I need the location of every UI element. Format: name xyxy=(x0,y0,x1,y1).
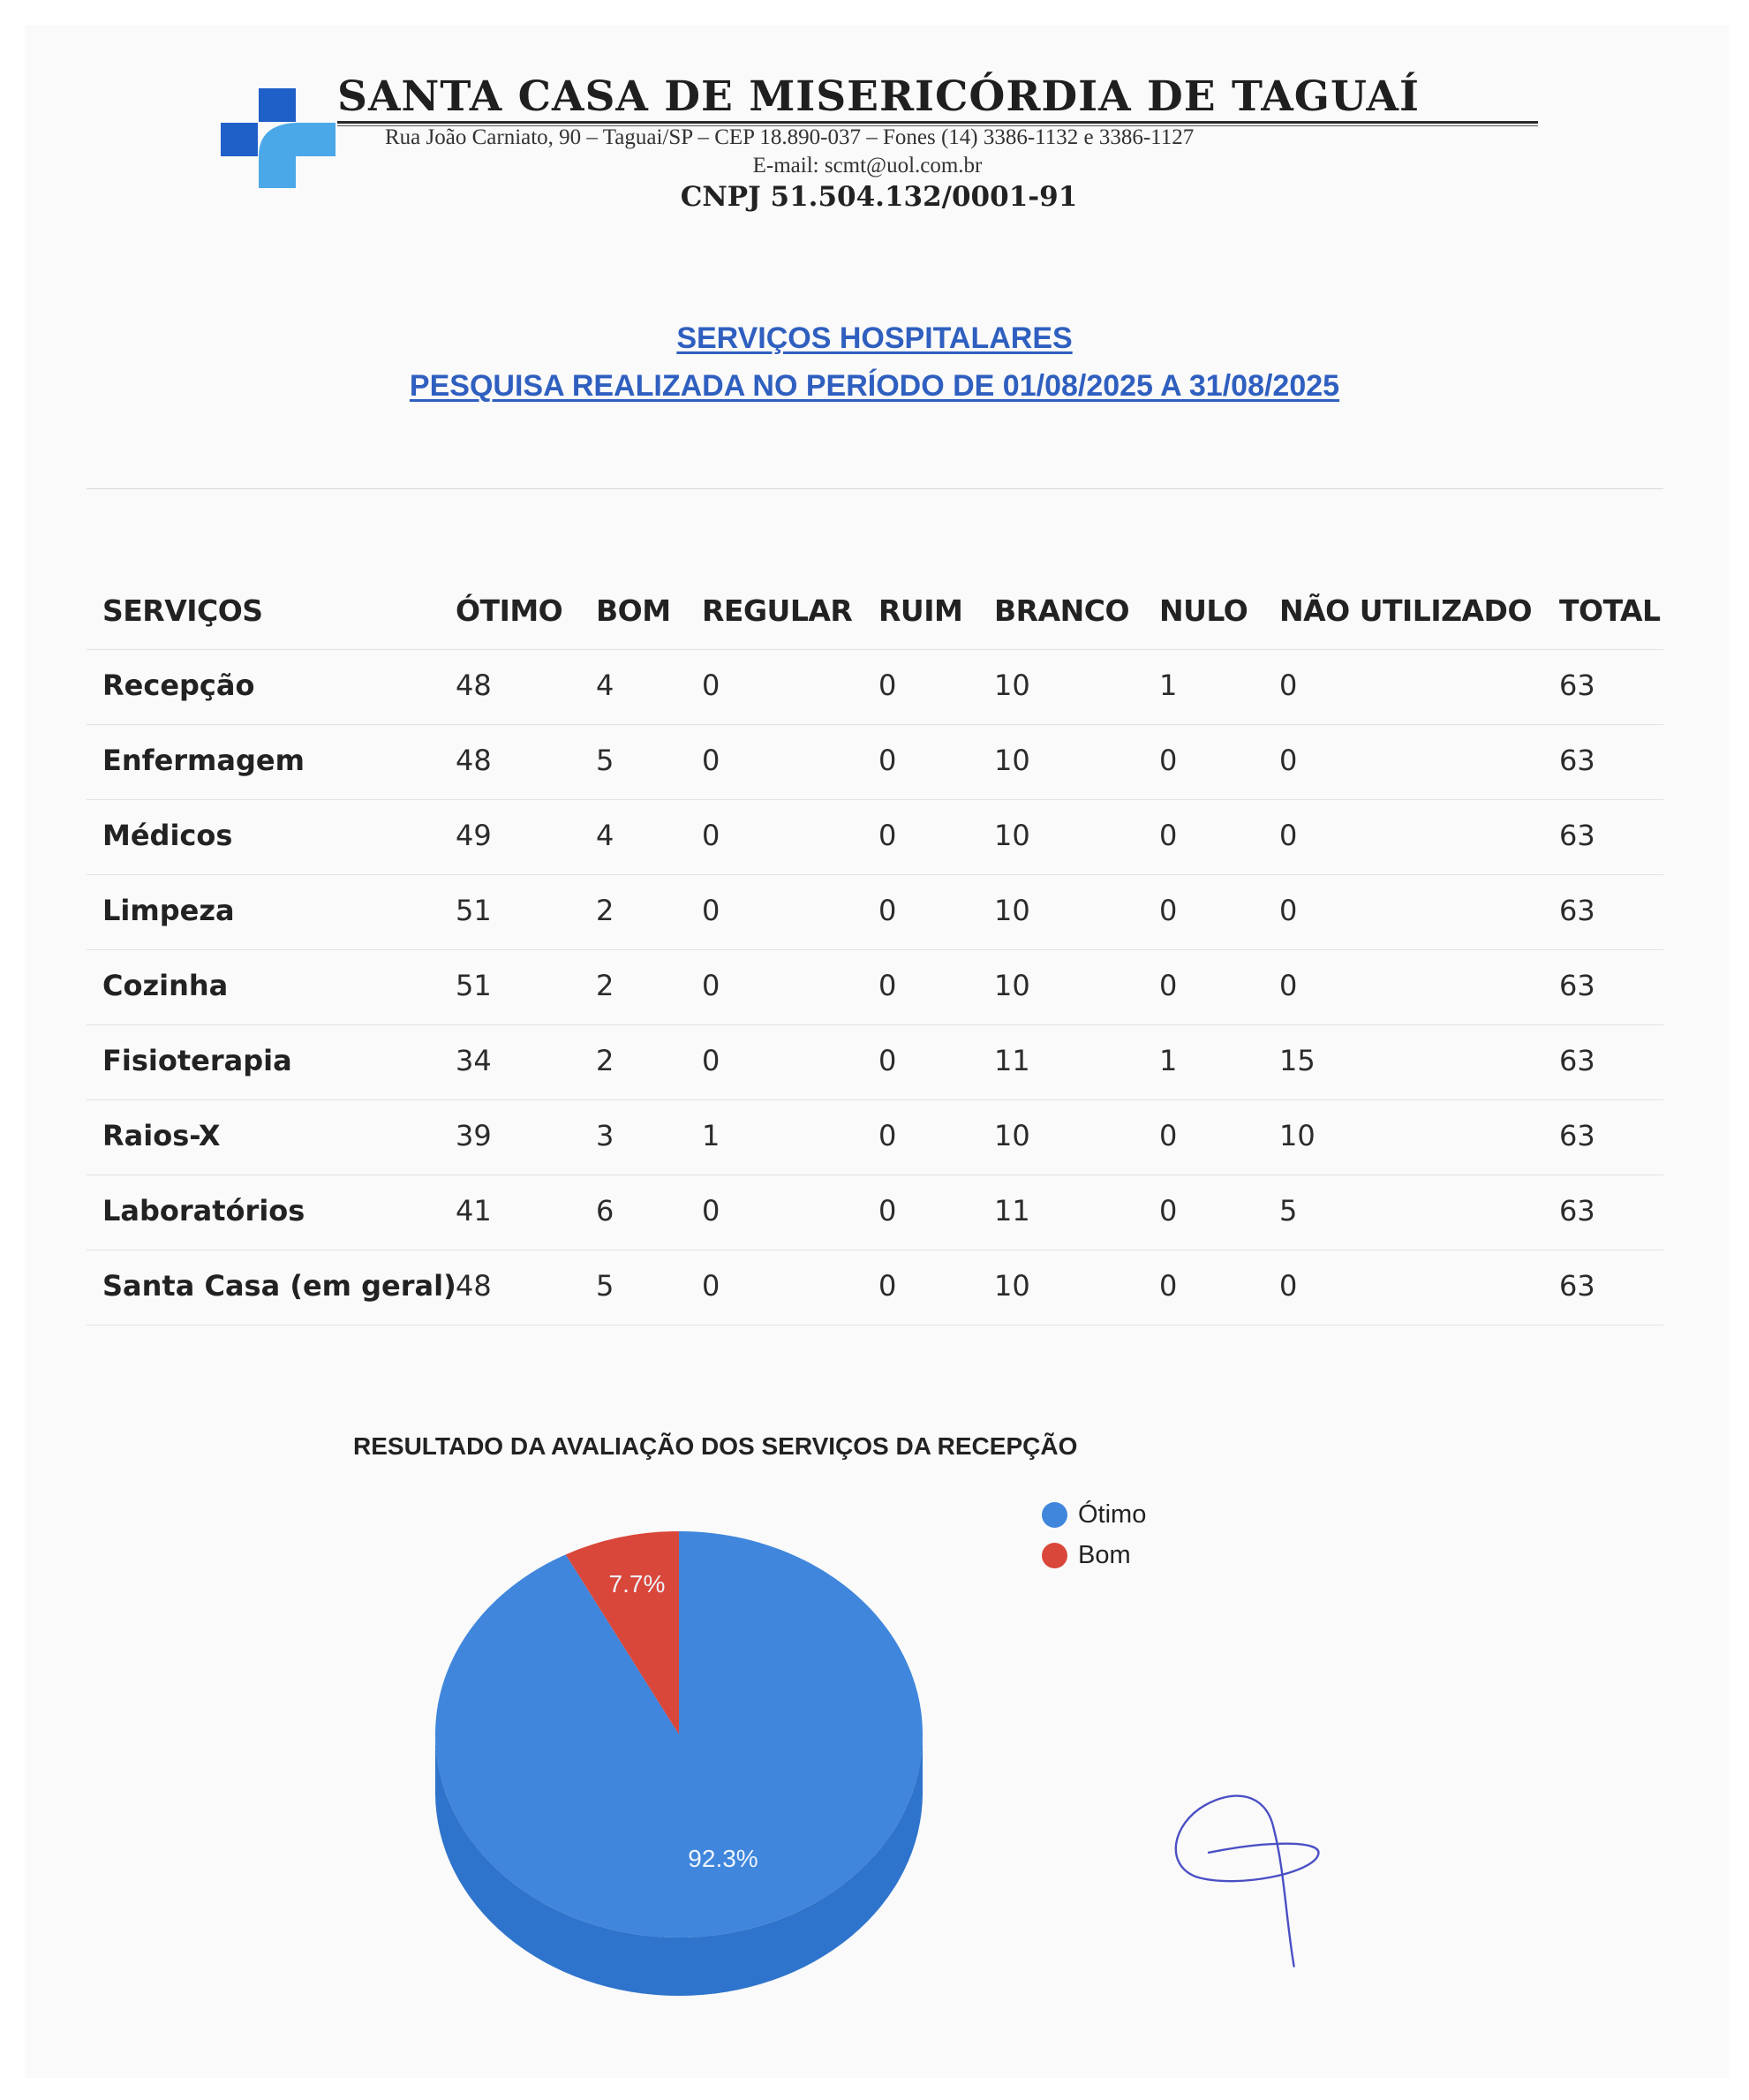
cell-total: 63 xyxy=(1559,1044,1595,1077)
cell-total: 63 xyxy=(1559,1194,1595,1228)
signature-mark xyxy=(1148,1775,1351,1987)
col-header-nulo: NULO xyxy=(1159,593,1248,628)
cell-nulo: 0 xyxy=(1159,819,1178,852)
cell-bom: 5 xyxy=(596,1269,614,1303)
cell-branco: 11 xyxy=(994,1044,1030,1077)
cell-bom: 2 xyxy=(596,969,614,1002)
cell-nulo: 1 xyxy=(1159,1044,1178,1077)
cell-total: 63 xyxy=(1559,1119,1595,1152)
cell-regular: 0 xyxy=(702,669,720,702)
cell-branco: 11 xyxy=(994,1194,1030,1228)
cell-otimo: 49 xyxy=(456,819,492,852)
cell-branco: 10 xyxy=(994,894,1030,927)
cell-nao-utilizado: 10 xyxy=(1279,1119,1316,1152)
cell-nao-utilizado: 0 xyxy=(1279,969,1298,1002)
cell-ruim: 0 xyxy=(878,669,897,702)
chart-title: RESULTADO DA AVALIAÇÃO DOS SERVIÇOS DA RECEPÇÃO xyxy=(353,1432,1078,1460)
cell-otimo: 41 xyxy=(456,1194,492,1228)
cell-otimo: 51 xyxy=(456,894,492,927)
address-line: Rua João Carniato, 90 – Taguai/SP – CEP 18.890-037 – Fones (14) 3386-1132 e 3386-1127 xyxy=(385,125,1195,149)
cell-regular: 0 xyxy=(702,1269,720,1303)
cell-servico: Médicos xyxy=(102,819,233,852)
signature-stroke xyxy=(1176,1796,1319,1967)
cell-nulo: 1 xyxy=(1159,669,1178,702)
cell-branco: 10 xyxy=(994,669,1030,702)
cell-ruim: 0 xyxy=(878,744,897,777)
legend-label-otimo: Ótimo xyxy=(1078,1499,1147,1529)
cell-bom: 2 xyxy=(596,1044,614,1077)
cell-branco: 10 xyxy=(994,744,1030,777)
cell-branco: 10 xyxy=(994,1269,1030,1303)
cell-nulo: 0 xyxy=(1159,1194,1178,1228)
col-header-branco: BRANCO xyxy=(994,593,1129,628)
cell-otimo: 48 xyxy=(456,1269,492,1303)
cell-nao-utilizado: 0 xyxy=(1279,894,1298,927)
legend-swatch-bom xyxy=(1042,1543,1067,1568)
organization-name: SANTA CASA DE MISERICÓRDIA DE TAGUAÍ xyxy=(337,72,1420,121)
col-header-servicos: SERVIÇOS xyxy=(102,593,263,628)
cell-nao-utilizado: 0 xyxy=(1279,744,1298,777)
cell-ruim: 0 xyxy=(878,1044,897,1077)
cell-servico: Raios-X xyxy=(102,1119,221,1152)
cell-servico: Recepção xyxy=(102,669,255,702)
chart-legend xyxy=(1042,1494,1146,1575)
cell-ruim: 0 xyxy=(878,1194,897,1228)
cell-otimo: 39 xyxy=(456,1119,492,1152)
legend-swatch-otimo xyxy=(1042,1502,1067,1528)
cell-servico: Limpeza xyxy=(102,894,235,927)
cnpj-text: CNPJ 51.504.132/0001-91 xyxy=(680,181,1078,213)
cell-ruim: 0 xyxy=(878,969,897,1002)
cell-regular: 1 xyxy=(702,1119,720,1152)
cell-servico: Enfermagem xyxy=(102,744,305,777)
cell-nulo: 0 xyxy=(1159,894,1178,927)
cell-ruim: 0 xyxy=(878,894,897,927)
cell-bom: 4 xyxy=(596,819,614,852)
cell-otimo: 48 xyxy=(456,744,492,777)
cell-nulo: 0 xyxy=(1159,744,1178,777)
cell-nulo: 0 xyxy=(1159,969,1178,1002)
col-header-otimo: ÓTIMO xyxy=(456,593,563,628)
pie-group xyxy=(435,1531,923,1996)
pie-label-1: 7.7% xyxy=(608,1570,666,1598)
cell-otimo: 51 xyxy=(456,969,492,1002)
cell-otimo: 48 xyxy=(456,669,492,702)
report-title: SERVIÇOS HOSPITALARES xyxy=(676,321,1073,355)
cell-nao-utilizado: 0 xyxy=(1279,819,1298,852)
cell-nao-utilizado: 0 xyxy=(1279,1269,1298,1303)
cell-total: 63 xyxy=(1559,744,1595,777)
cell-branco: 10 xyxy=(994,1119,1030,1152)
col-header-nao-utilizado: NÃO UTILIZADO xyxy=(1279,593,1533,628)
report-period: PESQUISA REALIZADA NO PERÍODO DE 01/08/2025 A 31/08/2025 xyxy=(409,369,1340,403)
cell-nao-utilizado: 15 xyxy=(1279,1044,1316,1077)
cell-total: 63 xyxy=(1559,969,1595,1002)
cell-nulo: 0 xyxy=(1159,1119,1178,1152)
cell-regular: 0 xyxy=(702,744,720,777)
cell-bom: 6 xyxy=(596,1194,614,1228)
cell-nulo: 0 xyxy=(1159,1269,1178,1303)
cell-ruim: 0 xyxy=(878,819,897,852)
col-header-regular: REGULAR xyxy=(702,593,853,628)
cell-nao-utilizado: 5 xyxy=(1279,1194,1298,1228)
legend-item-otimo[interactable] xyxy=(1042,1494,1146,1535)
cell-branco: 10 xyxy=(994,969,1030,1002)
cell-servico: Laboratórios xyxy=(102,1194,305,1228)
legend-label-bom: Bom xyxy=(1078,1540,1131,1569)
cell-branco: 10 xyxy=(994,819,1030,852)
cell-total: 63 xyxy=(1559,669,1595,702)
cell-servico: Fisioterapia xyxy=(102,1044,292,1077)
cell-nao-utilizado: 0 xyxy=(1279,669,1298,702)
cell-bom: 4 xyxy=(596,669,614,702)
cell-total: 63 xyxy=(1559,894,1595,927)
col-header-total: TOTAL xyxy=(1559,593,1661,628)
email-text: E-mail: scmt@uol.com.br xyxy=(752,154,983,178)
col-header-bom: BOM xyxy=(596,593,671,628)
cell-total: 63 xyxy=(1559,819,1595,852)
cell-regular: 0 xyxy=(702,1194,720,1228)
cell-ruim: 0 xyxy=(878,1269,897,1303)
cell-servico: Cozinha xyxy=(102,969,229,1002)
cell-bom: 3 xyxy=(596,1119,614,1152)
cell-total: 63 xyxy=(1559,1269,1595,1303)
cell-regular: 0 xyxy=(702,969,720,1002)
cell-regular: 0 xyxy=(702,819,720,852)
cell-otimo: 34 xyxy=(456,1044,492,1077)
legend-item-bom[interactable] xyxy=(1042,1535,1146,1575)
cell-regular: 0 xyxy=(702,1044,720,1077)
cell-bom: 5 xyxy=(596,744,614,777)
col-header-ruim: RUIM xyxy=(878,593,963,628)
cell-servico: Santa Casa (em geral) xyxy=(102,1269,456,1303)
cell-regular: 0 xyxy=(702,894,720,927)
pie-label-0: 92.3% xyxy=(688,1845,758,1872)
cell-ruim: 0 xyxy=(878,1119,897,1152)
cell-bom: 2 xyxy=(596,894,614,927)
